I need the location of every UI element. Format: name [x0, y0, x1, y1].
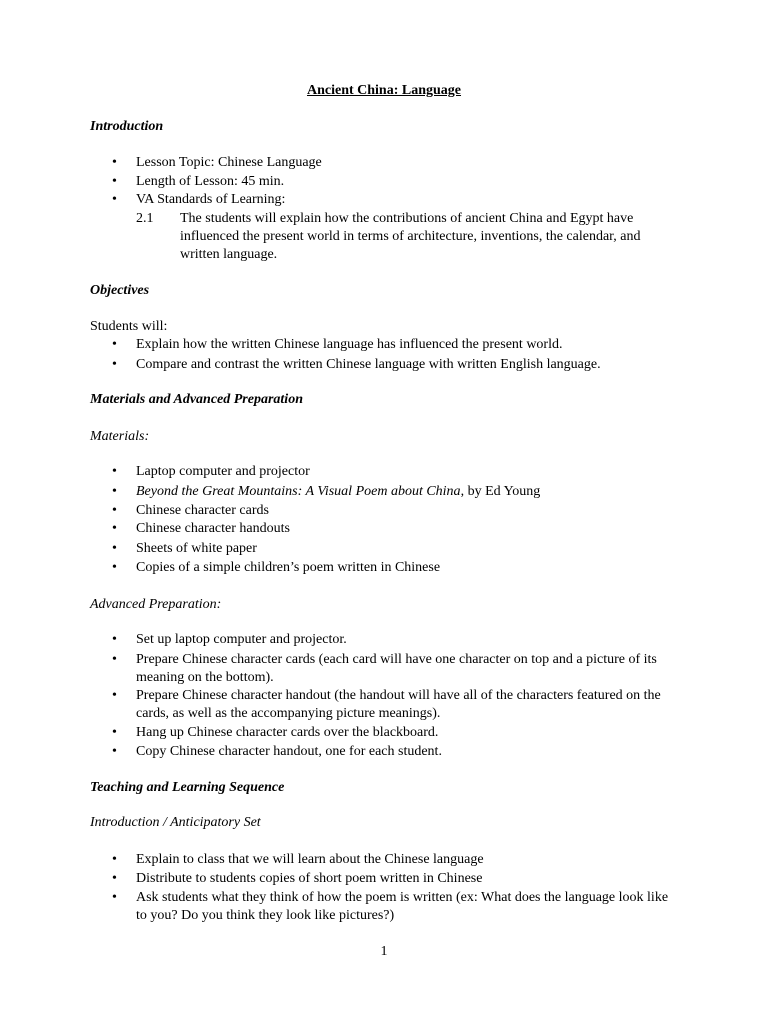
- list-item: Explain to class that we will learn about the Chinese language: [136, 852, 484, 867]
- objectives-heading: Objectives: [90, 283, 150, 298]
- list-item: Laptop computer and projector: [136, 464, 310, 479]
- document-title: Ancient China: Language: [306, 83, 462, 98]
- standard-text: The students will explain how the contributions of ancient China and Egypt have influenced the present world in terms of architecture, inventions, the calendar, and written language.: [180, 211, 641, 262]
- bullet-icon: •: [112, 632, 117, 647]
- list-item: Ask students what they think of how the poem is written (ex: What does the language look like to you? Do you think they look like pictures?): [136, 890, 669, 923]
- bullet-icon: •: [112, 541, 117, 556]
- list-item: Lesson Topic: Chinese Language: [136, 155, 322, 170]
- bullet-icon: •: [112, 852, 117, 867]
- bullet-icon: •: [112, 357, 117, 372]
- bullet-icon: •: [112, 652, 117, 667]
- bullet-icon: •: [112, 688, 117, 703]
- list-item: Explain how the written Chinese language has influenced the present world.: [136, 337, 563, 352]
- bullet-icon: •: [112, 337, 117, 352]
- materials-prep-heading: Materials and Advanced Preparation: [90, 392, 303, 407]
- list-item: Chinese character handouts: [136, 521, 290, 536]
- list-item: Prepare Chinese character handout (the handout will have all of the characters featured on the cards, as well as the accompanying picture meanings).: [136, 688, 661, 721]
- bullet-icon: •: [112, 503, 117, 518]
- page-number: 1: [380, 944, 388, 959]
- advanced-prep-heading: Advanced Preparation:: [90, 597, 222, 612]
- objectives-lead: Students will:: [90, 319, 168, 334]
- list-item: Copies of a simple children’s poem written in Chinese: [136, 560, 441, 575]
- introduction-heading: Introduction: [90, 119, 164, 134]
- bullet-icon: •: [112, 744, 117, 759]
- sequence-heading: Teaching and Learning Sequence: [90, 780, 285, 795]
- standard-number: 2.1: [136, 211, 154, 226]
- bullet-icon: •: [112, 890, 117, 905]
- list-item-book: [136, 483, 540, 501]
- bullet-icon: •: [112, 155, 117, 170]
- bullet-icon: •: [112, 521, 117, 536]
- list-item: Compare and contrast the written Chinese language with written English language.: [136, 357, 601, 372]
- list-item: Prepare Chinese character cards (each card will have one character on top and a picture of its meaning on the bottom).: [136, 652, 657, 685]
- anticipatory-set-heading: Introduction / Anticipatory Set: [90, 815, 261, 830]
- list-item: Length of Lesson: 45 min.: [136, 174, 285, 189]
- bullet-icon: •: [112, 174, 117, 189]
- bullet-icon: •: [112, 484, 117, 499]
- bullet-icon: •: [112, 192, 117, 207]
- bullet-icon: •: [112, 560, 117, 575]
- list-item: Copy Chinese character handout, one for each student.: [136, 744, 442, 759]
- bullet-icon: •: [112, 871, 117, 886]
- bullet-icon: •: [112, 464, 117, 479]
- list-item: VA Standards of Learning:: [136, 192, 286, 207]
- list-item: Hang up Chinese character cards over the blackboard.: [136, 725, 439, 740]
- list-item: Distribute to students copies of short poem written in Chinese: [136, 871, 483, 886]
- list-item: Chinese character cards: [136, 503, 269, 518]
- bullet-icon: •: [112, 725, 117, 740]
- list-item: Sheets of white paper: [136, 541, 257, 556]
- book-title: Beyond the Great Mountains: A Visual Poem about China: [136, 484, 461, 499]
- list-item: Set up laptop computer and projector.: [136, 632, 347, 647]
- book-author: , by Ed Young: [460, 484, 541, 499]
- materials-heading: Materials:: [90, 429, 150, 444]
